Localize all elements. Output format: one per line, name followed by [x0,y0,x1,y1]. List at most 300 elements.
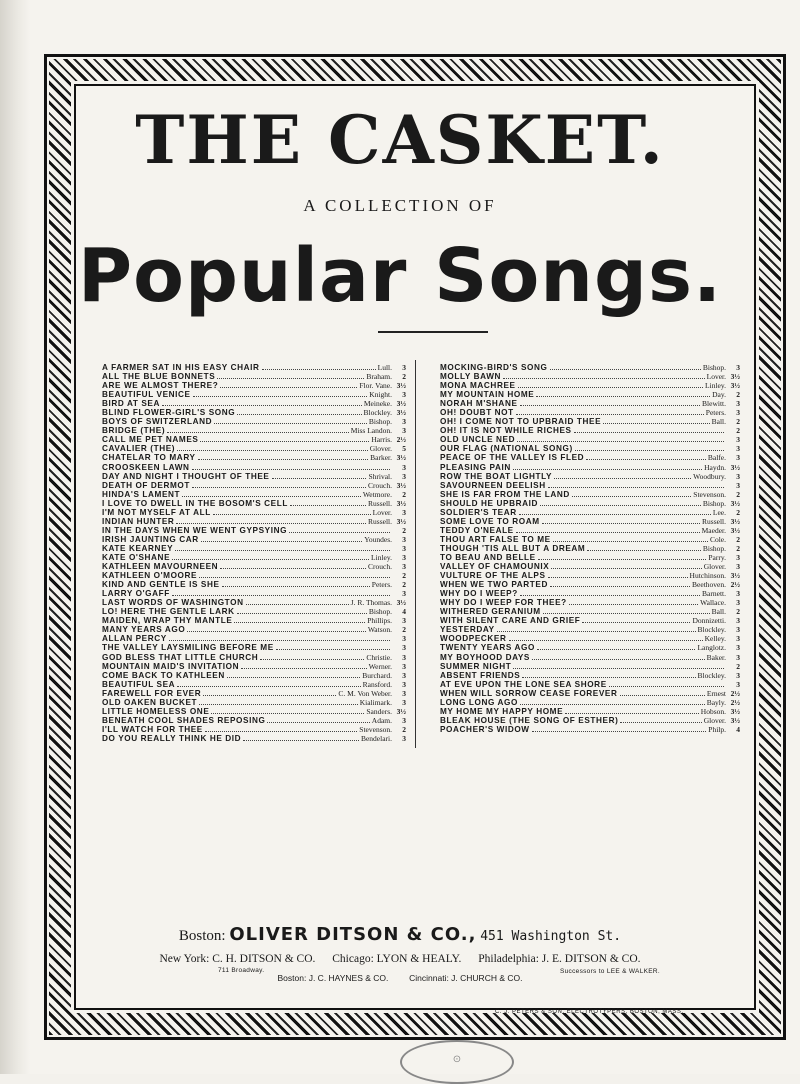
song-price: 3 [402,643,406,653]
song-title: SOLDIER'S TEAR [440,507,517,517]
dot-leader [201,535,362,542]
song-title: MY MOUNTAIN HOME [440,390,535,400]
song-composer: Glover. [369,444,392,454]
song-title: BLEAK HOUSE (THE SONG OF ESTHER) [440,715,619,725]
printer-credit: C. J. PETERS & SON, ELECTROTYPERS, BOSTON, MASS. [495,1009,684,1015]
song-price: 3 [402,634,406,644]
song-row [102,580,406,589]
song-row [440,553,740,562]
dot-leader [177,680,360,687]
song-row [440,725,740,734]
dot-leader [554,472,691,479]
song-row [440,408,740,417]
song-composer: Braham. [366,372,392,382]
song-price: 3½ [730,372,740,382]
song-title: BLIND FLOWER-GIRL'S SONG [102,408,236,418]
song-title: NORAH M'SHANE [440,399,518,409]
song-composer: Lee. [712,507,726,517]
song-price: 2 [402,724,406,734]
song-price: 3 [736,616,740,626]
dot-leader [241,662,366,669]
song-row [440,363,740,372]
song-title: THE VALLEY LAYSMILING BEFORE ME [102,643,274,653]
song-composer: Blockley. [363,408,392,418]
song-price: 3 [402,462,406,472]
song-composer: Bayly. [706,697,726,707]
agents-line-2 [0,973,800,983]
song-price: 3 [402,688,406,698]
song-row [440,517,740,526]
song-price: 4 [736,724,740,734]
dot-leader [167,426,349,433]
song-price: 3½ [730,525,740,535]
dot-leader [572,490,691,497]
song-list-left [102,363,406,743]
song-composer: Werner. [368,661,392,671]
song-composer: Ball. [711,417,726,427]
dot-leader [176,517,366,524]
song-composer: Peters. [705,408,726,418]
song-price: 3½ [396,399,406,409]
song-title: TWENTY YEARS AGO [440,643,535,653]
song-title: BOYS OF SWITZERLAND [102,417,213,427]
dot-leader [513,463,702,470]
song-title: WHEN WILL SORROW CEASE FOREVER [440,688,618,698]
dot-leader [220,562,366,569]
song-composer: Knight. [369,390,392,400]
cover-headline: Popular Songs. [77,233,723,319]
song-price: 4 [402,607,406,617]
song-price: 3 [736,643,740,653]
song-composer: Bishop. [368,607,392,617]
dot-leader [542,517,700,524]
song-row [440,607,740,616]
song-row [102,417,406,426]
dot-leader [214,417,367,424]
song-price: 3 [402,733,406,743]
song-row [440,372,740,381]
song-title: WHEN WE TWO PARTED [440,580,548,590]
song-row [102,707,406,716]
song-composer: Christie. [366,652,392,662]
song-row [102,472,406,481]
song-price: 2½ [730,688,740,698]
song-price: 3½ [730,462,740,472]
dot-leader [603,417,709,424]
song-title: POACHER'S WIDOW [440,724,530,734]
song-price: 3½ [396,480,406,490]
song-row [440,671,740,680]
dot-leader [193,390,368,397]
publisher-name: OLIVER DITSON & CO., [229,924,477,945]
song-row [102,680,406,689]
agent-new-york: New York: C. H. DITSON & CO. [159,953,316,965]
song-composer: Flor. Vane. [359,381,392,391]
song-composer: Miss Landon. [350,426,392,436]
song-price: 3 [402,363,406,372]
song-price: 2 [402,571,406,581]
song-price: 2 [736,390,740,400]
song-composer: Shrival. [368,471,392,481]
song-title: KATHLEEN MAVOURNEEN [102,562,219,572]
song-row [102,716,406,725]
dot-leader [518,381,703,388]
ny-address: 711 Broadway. [218,967,265,974]
dot-leader [532,653,705,660]
dot-leader [234,616,365,623]
dot-leader [550,363,701,370]
dot-leader [503,372,705,379]
dot-leader [569,598,698,605]
song-row [440,481,740,490]
song-title: ALL THE BLUE BONNETS [102,372,216,382]
dot-leader [243,734,359,741]
dot-leader [187,625,365,632]
song-composer: Donnizetti. [692,616,726,626]
dot-leader [575,444,724,451]
song-title: BEAUTIFUL VENICE [102,390,191,400]
dot-leader [213,508,371,515]
song-title: ROW THE BOAT LIGHTLY [440,471,553,481]
song-title: CROOSKEEN LAWN [102,462,190,472]
song-title: ARE WE ALMOST THERE? [102,381,219,391]
song-row [102,381,406,390]
song-composer: Lover. [706,372,726,382]
song-row [102,634,406,643]
dot-leader [551,562,701,569]
song-price: 2 [736,543,740,553]
dot-leader [172,553,369,560]
song-price: 3 [402,661,406,671]
song-row [102,698,406,707]
song-row [440,643,740,652]
song-row [102,517,406,526]
song-price: 3 [402,507,406,517]
song-price: 3 [736,679,740,689]
dot-leader [550,580,690,587]
dot-leader [513,662,724,669]
song-price: 2 [402,525,406,535]
dot-leader [565,707,699,714]
song-composer: Meineke. [363,399,392,409]
song-composer: Parry. [708,552,726,562]
song-row [102,508,406,517]
song-composer: Day. [712,390,726,400]
song-price: 3 [736,435,740,445]
song-price: 5 [402,444,406,454]
song-row [102,689,406,698]
song-composer: Langlotz. [697,643,726,653]
song-title: MOLLY BAWN [440,372,502,382]
song-row [440,662,740,671]
song-composer: Barker. [370,453,392,463]
song-row [440,571,740,580]
dot-leader [169,634,390,641]
song-title: WOODPECKER [440,634,507,644]
song-row [440,589,740,598]
song-price: 2 [736,661,740,671]
song-price: 3 [402,426,406,436]
song-price: 3½ [730,715,740,725]
song-row [440,508,740,517]
song-composer: Woodbury. [693,471,726,481]
song-composer: Phillips. [367,616,392,626]
song-row [102,435,406,444]
song-price: 3 [402,616,406,626]
song-price: 2 [736,607,740,617]
song-title: SHE IS FAR FROM THE LAND [440,489,570,499]
song-row [440,463,740,472]
song-title: AT EVE UPON THE LONE SEA SHORE [440,679,607,689]
song-price: 3 [402,417,406,427]
song-row [440,634,740,643]
song-row [102,544,406,553]
song-title: OH! DOUBT NOT [440,408,514,418]
song-row [102,526,406,535]
cover-subtitle: A COLLECTION OF [303,196,497,215]
successors-note: Successors to LEE & WALKER. [560,968,660,975]
song-title: PLEASING PAIN [440,462,511,472]
dot-leader [620,716,701,723]
dot-leader [199,698,358,705]
song-composer: Bishop. [702,543,726,553]
dot-leader [517,435,724,442]
song-composer: Lover. [372,507,392,517]
song-composer: Stevenson. [359,724,392,734]
song-title: VALLEY OF CHAMOUNIX [440,562,550,572]
song-composer: Kelley. [704,634,726,644]
song-title: SOME LOVE TO ROAM [440,516,540,526]
song-row [102,408,406,417]
song-composer: Russell. [702,516,726,526]
song-price: 3 [736,399,740,409]
song-row [440,580,740,589]
song-row [102,363,406,372]
song-row [440,625,740,634]
song-list-right [440,363,740,734]
song-title: ALLAN PERCY [102,634,167,644]
dot-leader [522,671,695,678]
song-composer: Philp. [708,724,726,734]
song-row [440,562,740,571]
song-composer: Ernest [706,688,726,698]
dot-leader [520,399,701,406]
song-price: 3 [736,408,740,418]
dot-leader [222,580,370,587]
song-row [440,616,740,625]
song-row [440,526,740,535]
song-composer: Peters. [371,580,392,590]
song-row [102,490,406,499]
song-composer: Hutchinson. [689,571,726,581]
song-title: SUMMER NIGHT [440,661,512,671]
song-price: 3 [736,598,740,608]
song-price: 2 [402,580,406,590]
dot-leader [587,544,701,551]
song-title: A FARMER SAT IN HIS EASY CHAIR [102,363,260,372]
song-row [102,616,406,625]
song-price: 3 [736,670,740,680]
song-composer: Youndes. [364,534,392,544]
dot-leader [540,499,701,506]
song-price: 3 [736,589,740,599]
song-price: 3 [736,652,740,662]
song-row [102,589,406,598]
song-row [102,607,406,616]
song-composer: Haydn. [704,462,726,472]
song-row [102,399,406,408]
song-title: OLD UNCLE NED [440,435,516,445]
song-row [102,625,406,634]
song-row [102,598,406,607]
song-title: MANY YEARS AGO [102,625,186,635]
song-row [440,417,740,426]
dot-leader [543,607,710,614]
song-row [102,662,406,671]
song-composer: Lull. [377,363,392,372]
song-row [102,671,406,680]
song-title: MAIDEN, WRAP THY MANTLE [102,616,233,626]
dot-leader [267,716,369,723]
song-title: I'M NOT MYSELF AT ALL [102,507,211,517]
song-title: LITTLE HOMELESS ONE [102,706,210,716]
song-title: OH! I COME NOT TO UPBRAID THEE [440,417,602,427]
dot-leader [182,490,361,497]
dot-leader [162,399,362,406]
song-composer: Bishop. [368,417,392,427]
song-title: MOCKING-BIRD'S SONG [440,363,548,372]
song-row [440,544,740,553]
song-price: 2½ [730,697,740,707]
song-row [440,381,740,390]
song-price: 3 [402,715,406,725]
song-row [440,653,740,662]
song-composer: Glover. [703,715,726,725]
song-composer: C. M. Von Weber. [338,688,392,698]
song-row [440,680,740,689]
song-price: 3½ [396,706,406,716]
song-title: BIRD AT SEA [102,399,160,409]
song-row [102,562,406,571]
dot-leader [205,725,357,732]
song-title: MONA MACHREE [440,381,516,391]
song-row [102,734,406,743]
song-row [440,490,740,499]
song-composer: Beethoven. [692,580,726,590]
song-composer: Ransford. [362,679,392,689]
song-row [440,716,740,725]
dot-leader [272,472,367,479]
song-composer: Bendelari. [360,733,392,743]
song-composer: Russell. [368,516,392,526]
song-composer: Ball. [711,607,726,617]
dot-leader [582,616,690,623]
dot-leader [532,725,707,732]
song-price: 2 [736,489,740,499]
song-price: 3 [736,480,740,490]
song-price: 3 [736,453,740,463]
dot-leader [217,372,364,379]
agent-chicago: Chicago: LYON & HEALY. [332,953,462,965]
song-composer: Blockley. [697,670,726,680]
song-composer: Bishop. [702,498,726,508]
song-title: ABSENT FRIENDS [440,670,521,680]
song-title: BENEATH COOL SHADES REPOSING [102,715,266,725]
song-composer: Adam. [371,715,392,725]
song-title: YESTERDAY [440,625,495,635]
dot-leader [519,508,711,515]
dot-leader [237,408,361,415]
dot-leader [586,453,706,460]
dot-leader [276,643,390,650]
dot-leader [199,571,390,578]
dot-leader [537,643,695,650]
song-row [102,535,406,544]
song-title: CAVALIER (THE) [102,444,176,454]
song-composer: Barnett. [702,589,726,599]
dot-leader [536,390,710,397]
song-price: 2½ [730,580,740,590]
dot-leader [620,689,705,696]
song-row [102,426,406,435]
song-title: MOUNTAIN MAID'S INVITATION [102,661,240,671]
song-row [440,698,740,707]
song-row [440,426,740,435]
song-title: KATHLEEN O'MOORE [102,571,198,581]
song-price: 3½ [730,381,740,391]
song-row [440,499,740,508]
song-title: DAY AND NIGHT I THOUGHT OF THEE [102,471,270,481]
song-price: 3½ [730,571,740,581]
song-title: PEACE OF THE VALLEY IS FLED [440,453,585,463]
song-title: OH! IT IS NOT WHILE RICHES [440,426,572,436]
song-price: 3 [402,679,406,689]
song-composer: Hobson. [700,706,726,716]
song-row [440,399,740,408]
dot-leader [548,571,688,578]
dot-leader [200,435,369,442]
dot-leader [262,363,376,370]
dot-leader [538,553,707,560]
publisher-line [0,924,800,945]
dot-leader [211,707,364,714]
song-row [102,463,406,472]
song-price: 3 [402,543,406,553]
song-price: 2 [736,534,740,544]
title-rule [378,331,488,333]
song-title: LONG LONG AGO [440,697,518,707]
dot-leader [548,481,724,488]
agents-line [0,953,800,965]
dot-leader [516,526,700,533]
song-title: COME BACK TO KATHLEEN [102,670,225,680]
song-row [102,571,406,580]
song-title: I'LL WATCH FOR THEE [102,724,203,734]
agent-boston: Boston: J. C. HAYNES & CO. [277,973,389,983]
song-title: LAST WORDS OF WASHINGTON [102,598,244,608]
song-row [102,444,406,453]
song-composer: Stevenson. [693,489,726,499]
song-composer: Cole. [709,534,726,544]
song-title: KATE O'SHANE [102,552,171,562]
column-divider [415,360,416,748]
song-price: 3 [402,552,406,562]
song-title: SAVOURNEEN DEELISH [440,480,546,490]
song-price: 3½ [730,516,740,526]
song-row [102,643,406,652]
song-composer: Bishop. [702,363,726,372]
song-title: BEAUTIFUL SEA [102,679,176,689]
